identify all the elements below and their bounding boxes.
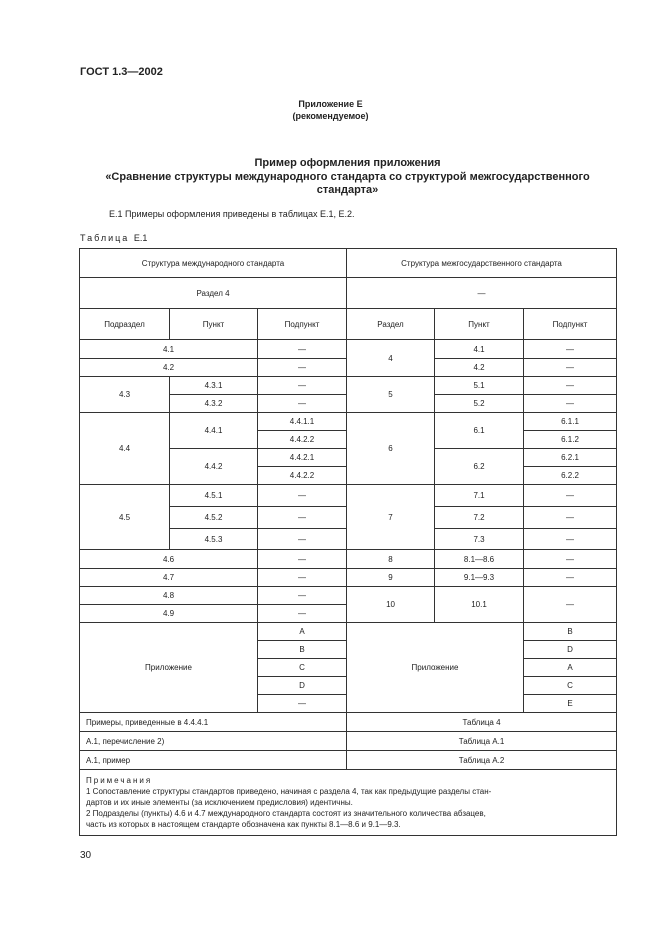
table-cell: 4.5.3	[170, 529, 258, 550]
table-cell: 4.8	[80, 587, 258, 605]
table-cell: —	[258, 377, 347, 395]
table-cell: 10	[347, 587, 435, 623]
col-subclause: Подпункт	[258, 309, 347, 340]
table-cell: 7.1	[435, 485, 524, 507]
table-cell: 5.1	[435, 377, 524, 395]
intro-paragraph: Е.1 Примеры оформления приведены в таблицах Е.1, Е.2.	[109, 209, 355, 219]
table-cell: —	[258, 550, 347, 569]
section-4-cell: Раздел 4	[80, 278, 347, 309]
table-cell: 4.3.1	[170, 377, 258, 395]
appendix-title-line-2: «Сравнение структуры международного стандарта со структурой межгосударственного	[105, 171, 590, 183]
table-cell: 4.2	[435, 359, 524, 377]
table-cell: 9.1—9.3	[435, 569, 524, 587]
appendix-title-line-1: Пример оформления приложения	[254, 157, 441, 169]
table-cell: 4.4	[80, 413, 170, 485]
table-caption	[80, 233, 147, 243]
table-cell: Таблица А.2	[347, 751, 617, 770]
table-cell: 6.1	[435, 413, 524, 449]
table-cell: 4.1	[80, 340, 258, 359]
col-section: Раздел	[347, 309, 435, 340]
note-2-line-1: 2 Подразделы (пункты) 4.6 и 4.7 международного стандарта состоят из значительного количества абзацев,	[86, 809, 486, 818]
table-notes	[80, 770, 617, 836]
table-cell: —	[258, 485, 347, 507]
table-cell: 9	[347, 569, 435, 587]
table-notes-row	[80, 770, 617, 836]
table-section-row	[80, 278, 617, 309]
table-cell: A	[524, 659, 617, 677]
col-subclause-inter: Подпункт	[524, 309, 617, 340]
table-cell: 4.3	[80, 377, 170, 413]
table-cell: D	[524, 641, 617, 659]
table-cell: 4.4.2	[170, 449, 258, 485]
table-cell: —	[524, 340, 617, 359]
table-cell: C	[524, 677, 617, 695]
table-row	[80, 569, 617, 587]
table-cell: 4.6	[80, 550, 258, 569]
table-cell: 6.2.1	[524, 449, 617, 467]
table-caption-word: Таблица	[80, 233, 130, 243]
col-clause: Пункт	[170, 309, 258, 340]
table-cell: 6.2	[435, 449, 524, 485]
table-cell: Примеры, приведенные в 4.4.4.1	[80, 713, 347, 732]
table-cell: 4.4.2.1	[258, 449, 347, 467]
table-row	[80, 485, 617, 507]
section-dash-cell: —	[347, 278, 617, 309]
table-cell: 6.1.2	[524, 431, 617, 449]
table-cell: 5	[347, 377, 435, 413]
header-intl-structure: Структура международного стандарта	[80, 249, 347, 278]
table-row	[80, 751, 617, 770]
appendix-label: Приложение Е	[298, 99, 363, 109]
notes-heading: Примечания	[86, 776, 153, 785]
table-row	[80, 713, 617, 732]
table-cell: 7	[347, 485, 435, 550]
table-cell: А.1, пример	[80, 751, 347, 770]
table-cell: 4	[347, 340, 435, 377]
table-cell: —	[524, 395, 617, 413]
table-row	[80, 587, 617, 605]
annex-inter-label: Приложение	[347, 623, 524, 713]
table-cell: 5.2	[435, 395, 524, 413]
table-cell: —	[524, 529, 617, 550]
table-cell: —	[258, 359, 347, 377]
table-cell: —	[258, 340, 347, 359]
note-1-line-2: дартов и их иные элементы (за исключением предисловия) идентичны.	[86, 798, 353, 807]
table-cell: B	[258, 641, 347, 659]
header-inter-structure: Структура межгосударственного стандарта	[347, 249, 617, 278]
table-cell: 4.4.2.2	[258, 467, 347, 485]
table-cell: —	[258, 695, 347, 713]
table-cell: 6.2.2	[524, 467, 617, 485]
table-cell: —	[258, 587, 347, 605]
table-cell: 4.5.2	[170, 507, 258, 529]
table-cell: 7.2	[435, 507, 524, 529]
table-cell: 4.1	[435, 340, 524, 359]
table-cell: 4.4.1	[170, 413, 258, 449]
document-header: ГОСТ 1.3—2002	[80, 66, 163, 78]
table-cell: 4.3.2	[170, 395, 258, 413]
table-cell: Таблица 4	[347, 713, 617, 732]
table-row	[80, 413, 617, 431]
table-column-headers	[80, 309, 617, 340]
table-cell: А.1, перечисление 2)	[80, 732, 347, 751]
table-cell: —	[524, 377, 617, 395]
table-cell: 4.4.2.2	[258, 431, 347, 449]
table-cell: —	[524, 550, 617, 569]
table-cell: —	[524, 485, 617, 507]
appendix-title-line-3: стандарта»	[316, 184, 379, 196]
table-cell: —	[258, 507, 347, 529]
table-cell: C	[258, 659, 347, 677]
table-cell: 4.5	[80, 485, 170, 550]
table-caption-number: Е.1	[133, 233, 148, 243]
table-cell: —	[258, 605, 347, 623]
table-row	[80, 377, 617, 395]
table-cell: 4.4.1.1	[258, 413, 347, 431]
table-cell: B	[524, 623, 617, 641]
table-cell: 6.1.1	[524, 413, 617, 431]
annex-intl-label: Приложение	[80, 623, 258, 713]
table-cell: —	[524, 587, 617, 623]
table-cell: 8	[347, 550, 435, 569]
table-cell: 4.7	[80, 569, 258, 587]
table-cell: —	[524, 359, 617, 377]
table-cell: 4.2	[80, 359, 258, 377]
table-cell: —	[524, 507, 617, 529]
note-1-line-1: 1 Сопоставление структуры стандартов приведено, начиная с раздела 4, так как предыдущие разделы стан-	[86, 787, 492, 796]
appendix-status: (рекомендуемое)	[292, 111, 369, 121]
table-row	[80, 623, 617, 641]
table-cell: —	[524, 569, 617, 587]
table-cell: 8.1—8.6	[435, 550, 524, 569]
table-cell: 7.3	[435, 529, 524, 550]
table-cell: E	[524, 695, 617, 713]
col-clause-inter: Пункт	[435, 309, 524, 340]
table-cell: 6	[347, 413, 435, 485]
table-cell: —	[258, 395, 347, 413]
table-cell: —	[258, 569, 347, 587]
comparison-table	[79, 248, 617, 836]
table-cell: 4.5.1	[170, 485, 258, 507]
table-cell: D	[258, 677, 347, 695]
table-row	[80, 340, 617, 359]
table-header-row	[80, 249, 617, 278]
table-cell: Таблица А.1	[347, 732, 617, 751]
note-2-line-2: часть из которых в настоящем стандарте обозначена как пункты 8.1—8.6 и 9.1—9.3.	[86, 820, 401, 829]
table-row	[80, 732, 617, 751]
table-row	[80, 550, 617, 569]
page-number: 30	[80, 850, 92, 861]
table-cell: 4.9	[80, 605, 258, 623]
col-subsection: Подраздел	[80, 309, 170, 340]
table-cell: 10.1	[435, 587, 524, 623]
table-cell: —	[258, 529, 347, 550]
table-cell: A	[258, 623, 347, 641]
